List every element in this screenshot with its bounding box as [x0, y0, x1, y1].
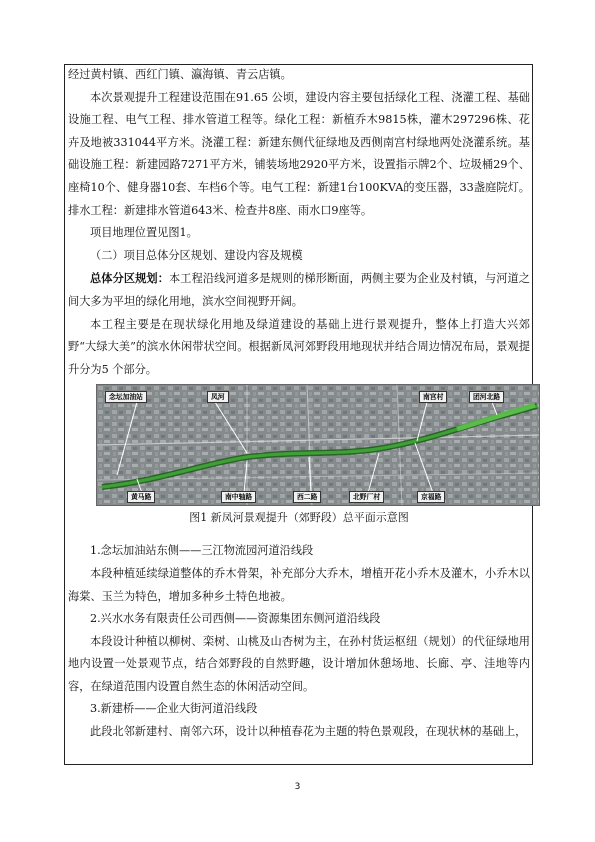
- section-text-3: 此段北邻新建村、南邻六环，设计以种植春花为主题的特色景观段，在现状林的基础上，: [90, 725, 527, 739]
- zoning-label: 总体分区规划：: [90, 271, 169, 286]
- paragraph-towns: 经过黄村镇、西红门镇、瀛海镇、青云店镇。: [68, 68, 292, 81]
- document-body: [68, 64, 530, 744]
- map-label-huangma-road: 黄马路: [127, 491, 155, 503]
- section-text-1: 本段种植延续绿道整体的乔木骨架，补充部分大乔木，增植开花小乔木及灌木，小乔木以海棠、玉兰为特色，增加多种乡土特色地被。: [68, 566, 530, 603]
- map-label-beiyechang-village: 北野厂村: [349, 491, 384, 503]
- map-label-tuanhe-north-road: 团河北路: [469, 391, 504, 403]
- map-label-nangong-village: 南宫村: [419, 391, 447, 403]
- map-label-nanzhongzhou-road: 南中轴路: [221, 491, 256, 503]
- map-label-jingfu-road: 京福路: [417, 491, 445, 503]
- aerial-map-graphic: [97, 385, 540, 506]
- site-plan-map: [96, 384, 540, 506]
- paragraph-intro: 本工程主要是在现状绿化用地及绿道建设的基础上进行景观提升，整体上打造大兴郊野“大绿大美”的滨水休闲带状空间。根据新凤河郊野段用地现状并结合周边情况布局，景观提升分为5 个部分。: [68, 317, 530, 376]
- figure-caption: 图1 新凤河景观提升（郊野段）总平面示意图: [189, 511, 409, 525]
- section-title-3: 3.新建桥——企业大街河道沿线段: [90, 702, 258, 716]
- page-number: 3: [294, 782, 301, 792]
- map-label-feng-river: 凤河: [207, 391, 229, 403]
- section-text-2: 本段设计种植以柳树、栾树、山桃及山杏树为主，在孙村货运枢纽（规划）的代征绿地用地内设置一处景观节点，结合郊野段的自然野趣，设计增加休憩场地、长廊、亭、洼地等内容，在绿道范围内设置自然生态的休闲活动空间。: [68, 634, 530, 693]
- section-title-2: 2.兴水水务有限责任公司西侧——资源集团东侧河道沿线段: [90, 612, 381, 626]
- zoning-text: 本工程沿线河道多是规则的梯形断面，两侧主要为企业及村镇，与河道之间大多为平坦的绿化用地，滨水空间视野开阔。: [68, 272, 530, 308]
- section-heading-zoning: （二）项目总体分区规划、建设内容及规模: [90, 248, 303, 262]
- paragraph-location-ref: 项目地理位置见图1。: [90, 226, 198, 240]
- paragraph-zoning: [68, 267, 530, 313]
- section-title-1: 1.念坛加油站东侧——三江物流园河道沿线段: [90, 544, 314, 558]
- map-label-xi-er-road: 西二路: [293, 491, 321, 503]
- paragraph-scope: 本次景观提升工程建设范围在91.65 公顷，建设内容主要包括绿化工程、浇灌工程、基础设施工程、电气工程、排水管道工程等。绿化工程：新植乔木9815株，灌木297296株、花卉及地被331044平方米。浇灌工程：新建东侧代征绿地及西侧南宫村绿地两处浇灌系统。基础设施工程：新建园路7271平方米，铺装场地2920平方米，设置指示牌2个、垃圾桶29个、座椅10个、健身器10套、车档6个等。电气工程：新建1台100KVA的变压器，33盏庭院灯。排水工程：新建排水管道643米、检查井8座、雨水口9座等。: [68, 90, 530, 217]
- map-label-niantan-gas-station: 念坛加油站: [105, 391, 147, 403]
